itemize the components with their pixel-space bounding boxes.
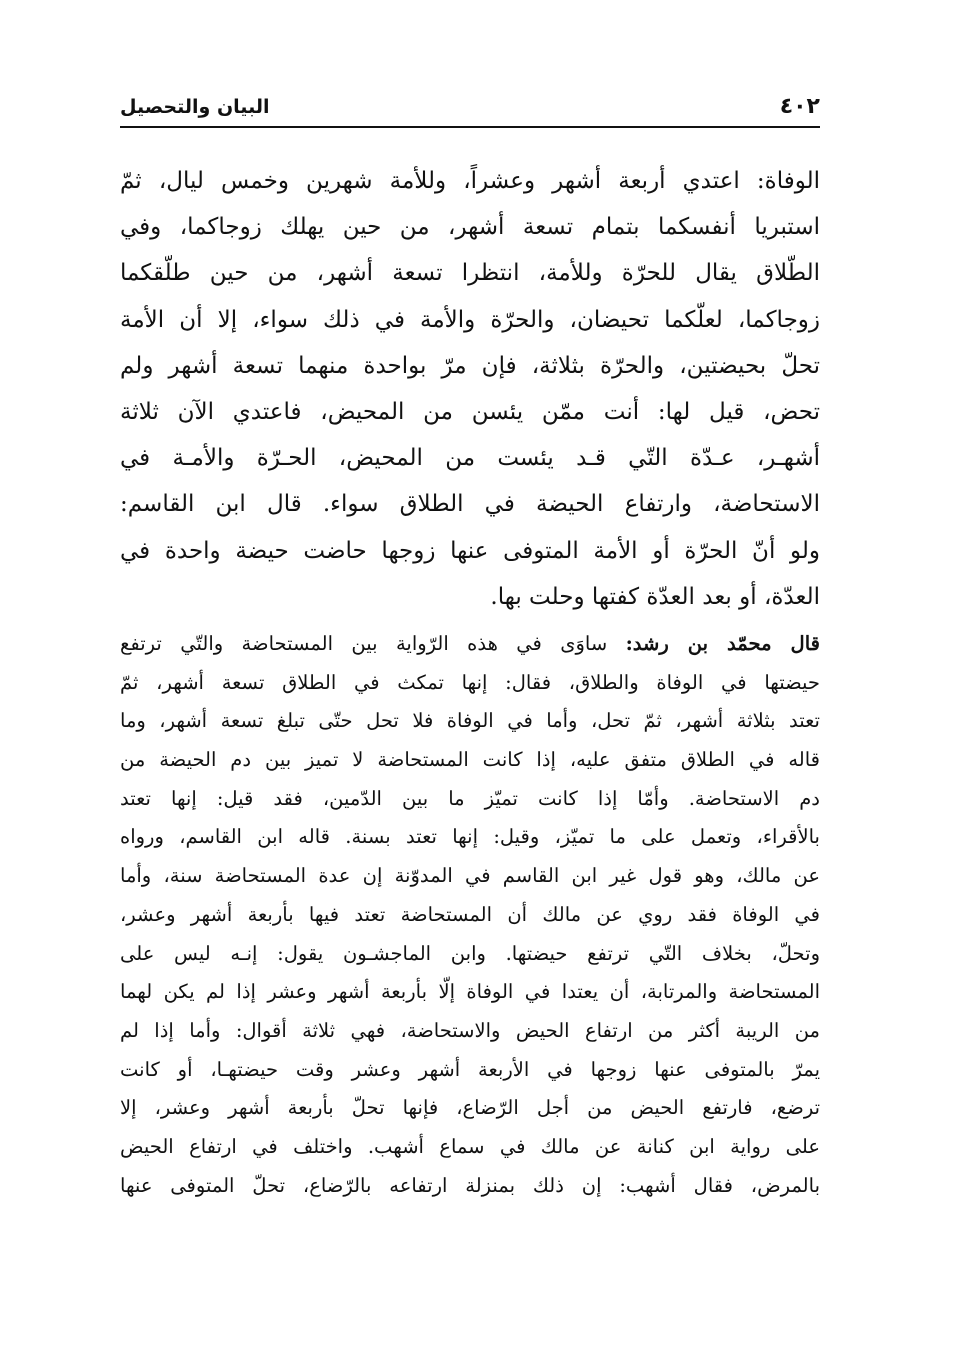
paragraph-2 <box>120 625 820 1205</box>
text-line: الوفاة: اعتدي أربعة أشهر وعشراً، وللأمة شهرين وخمس ليال، ثمّ <box>120 168 820 194</box>
text-line: حيضتها في الوفاة والطلاق، فقال: إنها تمكث في الطلاق تسعة أشهر، ثمّ <box>120 670 820 694</box>
text-line: في الوفاة فقد روي عن مالك أن المستحاضة تعتد فيها بأربعة أشهر وعشر، <box>120 902 820 926</box>
text-line: بالأقراء، وتعمل على ما تميّز، وقيل: إنها تعتد بسنة. قاله ابن القاسم، ورواه <box>120 825 820 849</box>
text-line: ولو أنّ الحرّة أو الأمة المتوفى عنها زوجها حاضت حيضة واحدة في <box>120 537 820 564</box>
text-line: استبريا أنفسكما بتمام تسعة أشهر، من حين يهلك زوجاكما، وفي <box>120 214 820 241</box>
text-line: دم الاستحاضة. وأمّا إذا كانت تميّز ما بين الدّمين، فقد قيل: إنها تعتد <box>120 786 820 810</box>
text-line: عن مالك، وهو قول غير ابن القاسم في المدوّنة إن عدة المستحاضة سنة، وأما <box>120 864 820 888</box>
text-line: وتحلّ، بخلاف التّي ترتفع حيضتها. وابن الماجشـون يقول: إنـه ليس على <box>120 941 820 965</box>
text-line: المستحاضة والمرتابة، أن يعتدا في الوفاة إلّا بأربعة أشهر وعشر إذا لم يكن لهما <box>120 980 820 1004</box>
paragraph-1 <box>120 158 820 620</box>
text-line: ترضع، فارتفع الحيض من أجل الرّضاع، فإنها تحلّ بأربعة أشهر وعشر، إلا <box>120 1096 820 1120</box>
page-number: ٤٠٢ <box>779 94 820 119</box>
text-line: أشهـر، عـدّة التّي قـد يئست من المحيض، الحـرّة والأمـة في <box>120 445 820 472</box>
text-line-lead <box>120 625 820 664</box>
text-line: بالمرض، فقال أشهب: إن ذلك بمنزلة ارتفاعه بالرّضاع، تحلّ المتوفى عنها <box>120 1173 820 1197</box>
text-line: يمرّ بالمتوفى عنها زوجها في الأربعة أشهر وعشر وقت حيضتهـا، أو كانت <box>120 1057 820 1081</box>
page-header <box>120 92 820 128</box>
text-line: قاله في الطلاق متفق عليه، إذا كانت المستحاضة لا تميز بين دم الحيضة من <box>120 748 820 772</box>
running-title: البيان والتحصيل <box>120 96 270 118</box>
text-line: الاستحاضة، وارتفاع الحيضة في الطلاق سواء. قال ابن القاسم: <box>120 491 820 518</box>
text-line: العدّة، أو بعد العدّة كفتها وحلت بها. <box>490 583 820 610</box>
text-line: تعتد بثلاثة أشهر، ثمّ تحل، وأما في الوفاة فلا تحل حتّى تبلغ تسعة أشهر، وما <box>120 709 820 733</box>
text-line: الطّلاق يقال للحرّة وللأمة، انتظرا تسعة أشهر، من حين طلّقكما <box>120 260 820 287</box>
lead-line-rest: ساوَى في هذه الرّواية بين المستحاضة والتّي ترتفع <box>120 632 626 655</box>
text-line: تحض، قيل لها: أنت ممّن يئسن من المحيض، فاعتدي الآن ثلاثة <box>120 398 820 425</box>
text-line: تحلّ بحيضتين، والحرّة بثلاثة، فإن مرّ بواحدة منهما تسعة أشهر ولم <box>120 352 820 379</box>
text-line: على رواية ابن كنانة عن مالك في سماع أشهب. واختلف في ارتفاع الحيض <box>120 1134 820 1158</box>
text-line: من الريبة أكثر من ارتفاع الحيض والاستحاضة، فهي ثلاثة أقوال: وأما إذا لم <box>120 1018 820 1042</box>
speaker-lead: قال محمّد بن رشد: <box>625 632 820 655</box>
text-line: زوجاكما، لعلّكما تحيضان، والحرّة والأمة في ذلك سواء، إلا أن الأمة <box>120 306 820 333</box>
